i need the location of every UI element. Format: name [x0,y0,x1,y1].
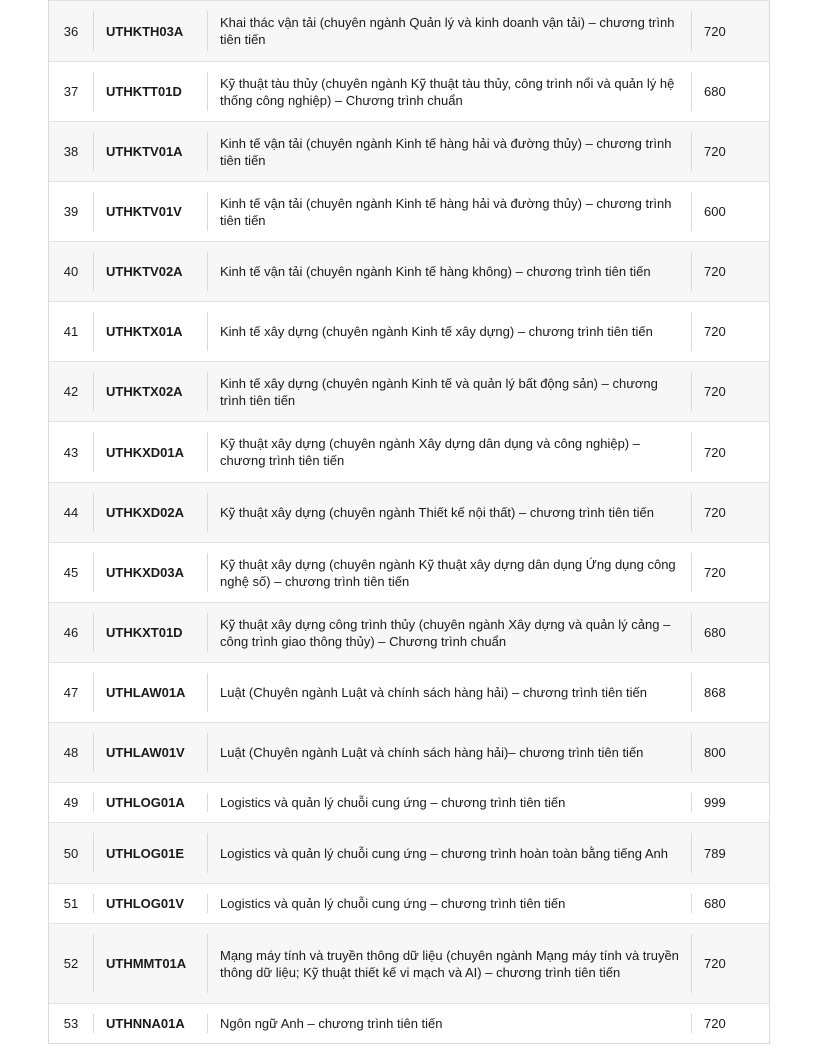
program-code: UTHKTV01V [93,192,207,231]
row-number: 41 [63,324,79,339]
program-name: Kỹ thuật xây dựng (chuyên ngành Kỹ thuật xây dựng dân dụng Ứng dụng công nghệ số) – chương trình tiên tiến [207,553,691,592]
table-row [49,482,769,542]
row-number: 44 [63,505,79,520]
score: 720 [691,372,769,411]
program-name: Kinh tế vận tải (chuyên ngành Kinh tế hàng hải và đường thủy) – chương trình tiên tiến [207,192,691,231]
program-code: UTHKXD01A [93,432,207,472]
program-code: UTHLAW01V [93,733,207,772]
row-number: 45 [63,565,79,580]
program-name: Kỹ thuật xây dựng (chuyên ngành Thiết kế nội thất) – chương trình tiên tiến [207,493,691,532]
score: 720 [691,312,769,351]
score: 600 [691,192,769,231]
program-name: Kỹ thuật xây dựng công trình thủy (chuyên ngành Xây dựng và quản lý cảng – công trình giao thông thủy) – Chương trình chuẩn [207,613,691,652]
score: 720 [691,493,769,532]
program-code: UTHKXD03A [93,553,207,592]
table-row [49,1003,769,1043]
score: 720 [691,11,769,51]
row-number: 47 [63,685,79,700]
program-code: UTHKTX01A [93,312,207,351]
row-number: 40 [63,264,79,279]
program-code: UTHKTV01A [93,132,207,171]
score: 720 [691,1014,769,1033]
row-number: 37 [63,84,79,99]
score: 720 [691,934,769,993]
table-row [49,421,769,482]
row-number: 43 [63,444,79,460]
score: 680 [691,72,769,111]
table-row [49,822,769,883]
table-row [49,782,769,822]
row-number: 42 [63,384,79,399]
program-table [48,0,770,1044]
score: 800 [691,733,769,772]
program-name: Logistics và quản lý chuỗi cung ứng – chương trình tiên tiến [207,793,691,812]
table-row [49,662,769,722]
program-name: Logistics và quản lý chuỗi cung ứng – chương trình hoàn toàn bằng tiếng Anh [207,833,691,873]
score: 720 [691,553,769,592]
row-number: 49 [63,795,79,810]
program-name: Khai thác vận tải (chuyên ngành Quản lý và kinh doanh vận tải) – chương trình tiên tiến [207,11,691,51]
program-code: UTHLOG01E [93,833,207,873]
score: 999 [691,793,769,812]
score: 720 [691,132,769,171]
program-name: Kỹ thuật tàu thủy (chuyên ngành Kỹ thuật tàu thủy, công trình nổi và quản lý hệ thống công nghiệp) – Chương trình chuẩn [207,72,691,111]
row-number: 53 [63,1016,79,1031]
row-number: 50 [63,845,79,861]
score: 720 [691,252,769,291]
table-row [49,301,769,361]
program-name: Luật (Chuyên ngành Luật và chính sách hàng hải) – chương trình tiên tiến [207,673,691,712]
row-number: 38 [63,144,79,159]
program-name: Mạng máy tính và truyền thông dữ liệu (chuyên ngành Mạng máy tính và truyền thông dữ liệu; Kỹ thuật thiết kế vi mạch và AI) – chương trình tiên tiến [207,934,691,993]
program-code: UTHKTX02A [93,372,207,411]
program-code: UTHLAW01A [93,673,207,712]
score: 868 [691,673,769,712]
table-row [49,361,769,421]
program-name: Kỹ thuật xây dựng (chuyên ngành Xây dựng dân dụng và công nghiệp) – chương trình tiên tiến [207,432,691,472]
program-code: UTHLOG01V [93,894,207,913]
row-number: 36 [63,23,79,39]
score: 789 [691,833,769,873]
program-name: Ngôn ngữ Anh – chương trình tiên tiến [207,1014,691,1033]
program-code: UTHKTV02A [93,252,207,291]
program-name: Luật (Chuyên ngành Luật và chính sách hàng hải)– chương trình tiên tiến [207,733,691,772]
table-row [49,542,769,602]
table-row [49,0,769,61]
row-number: 46 [63,625,79,640]
score: 680 [691,613,769,652]
table-row [49,722,769,782]
table-row [49,241,769,301]
program-code: UTHMMT01A [93,934,207,993]
program-code: UTHLOG01A [93,793,207,812]
score: 720 [691,432,769,472]
row-number: 52 [63,956,79,971]
program-code: UTHKTT01D [93,72,207,111]
table-row [49,181,769,241]
program-name: Kinh tế vận tải (chuyên ngành Kinh tế hàng không) – chương trình tiên tiến [207,252,691,291]
program-code: UTHKXT01D [93,613,207,652]
table-row [49,121,769,181]
row-number: 51 [63,896,79,911]
program-name: Logistics và quản lý chuỗi cung ứng – chương trình tiên tiến [207,894,691,913]
program-name: Kinh tế xây dựng (chuyên ngành Kinh tế và quản lý bất động sản) – chương trình tiên tiến [207,372,691,411]
score: 680 [691,894,769,913]
table-row [49,602,769,662]
program-code: UTHNNA01A [93,1014,207,1033]
program-code: UTHKTH03A [93,11,207,51]
program-name: Kinh tế vận tải (chuyên ngành Kinh tế hàng hải và đường thủy) – chương trình tiên tiến [207,132,691,171]
table-row [49,61,769,121]
row-number: 39 [63,204,79,219]
row-number: 48 [63,745,79,760]
program-name: Kinh tế xây dựng (chuyên ngành Kinh tế xây dựng) – chương trình tiên tiến [207,312,691,351]
program-code: UTHKXD02A [93,493,207,532]
table-row [49,923,769,1003]
table-row [49,883,769,923]
